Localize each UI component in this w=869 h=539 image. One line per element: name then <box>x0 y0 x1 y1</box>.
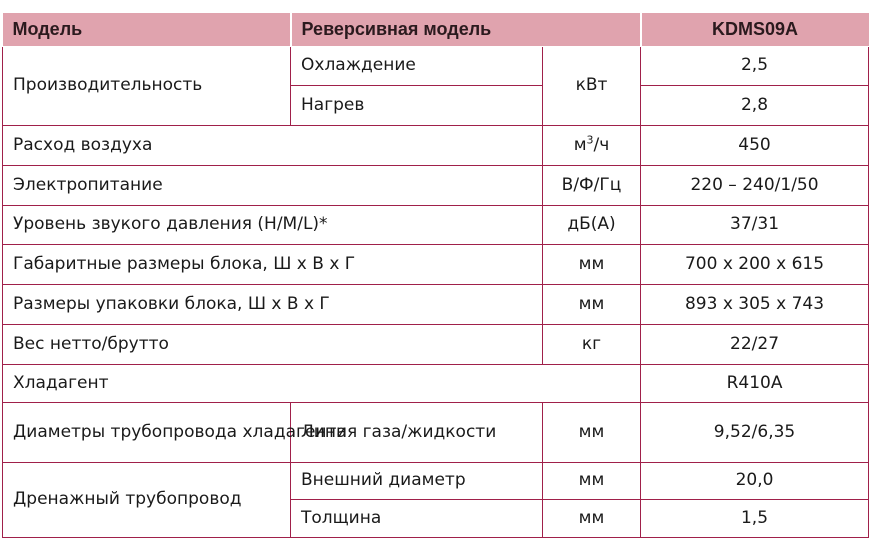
package-label: Размеры упаковки блока, Ш х В х Г <box>3 285 543 325</box>
table-row <box>3 403 869 462</box>
header-reverse-model: Реверсивная модель <box>291 13 641 46</box>
drain-outer-value: 20,0 <box>641 462 869 500</box>
heating-label: Нагрев <box>291 86 543 126</box>
airflow-unit-base: м <box>573 134 587 155</box>
spec-table <box>2 13 869 538</box>
airflow-unit-tail: /ч <box>593 134 610 155</box>
airflow-value: 450 <box>641 126 869 166</box>
table-row <box>3 462 869 500</box>
power-value: 220 – 240/1/50 <box>641 165 869 205</box>
header-model-code: KDMS09A <box>641 13 869 46</box>
header-model: Модель <box>3 13 291 46</box>
table-row <box>3 205 869 245</box>
header-row <box>3 13 869 46</box>
table-row <box>3 46 869 86</box>
drain-thick-unit: мм <box>543 500 641 538</box>
noise-unit: дБ(А) <box>543 205 641 245</box>
noise-label: Уровень звукого давления (H/M/L)* <box>3 205 543 245</box>
weight-unit: кг <box>543 324 641 364</box>
cooling-label: Охлаждение <box>291 46 543 86</box>
table-row <box>3 285 869 325</box>
drain-thick-label: Толщина <box>291 500 543 538</box>
table-row <box>3 126 869 166</box>
capacity-unit: кВт <box>543 46 641 126</box>
capacity-label: Производительность <box>3 46 291 126</box>
pipes-sub-label: Линия газа/жидкости <box>291 403 543 462</box>
power-unit: В/Ф/Гц <box>543 165 641 205</box>
table-row <box>3 364 869 403</box>
airflow-unit-sup: 3 <box>586 133 594 147</box>
drain-thick-value: 1,5 <box>641 500 869 538</box>
airflow-label: Расход воздуха <box>3 126 543 166</box>
table-row <box>3 324 869 364</box>
table-row <box>3 165 869 205</box>
refrigerant-label: Хладагент <box>3 364 641 403</box>
pipes-unit: мм <box>543 403 641 462</box>
package-unit: мм <box>543 285 641 325</box>
drain-outer-unit: мм <box>543 462 641 500</box>
pipes-label: Диаметры трубопровода хладагента <box>3 403 291 462</box>
weight-value: 22/27 <box>641 324 869 364</box>
power-label: Электропитание <box>3 165 543 205</box>
drain-label: Дренажный трубопровод <box>3 462 291 538</box>
refrigerant-value: R410A <box>641 364 869 403</box>
dimensions-label: Габаритные размеры блока, Ш х В х Г <box>3 245 543 285</box>
dimensions-value: 700 х 200 х 615 <box>641 245 869 285</box>
pipes-value: 9,52/6,35 <box>641 403 869 462</box>
drain-outer-label: Внешний диаметр <box>291 462 543 500</box>
noise-value: 37/31 <box>641 205 869 245</box>
heating-value: 2,8 <box>641 86 869 126</box>
airflow-unit <box>543 126 641 166</box>
table-row <box>3 245 869 285</box>
dimensions-unit: мм <box>543 245 641 285</box>
package-value: 893 х 305 х 743 <box>641 285 869 325</box>
weight-label: Вес нетто/брутто <box>3 324 543 364</box>
cooling-value: 2,5 <box>641 46 869 86</box>
